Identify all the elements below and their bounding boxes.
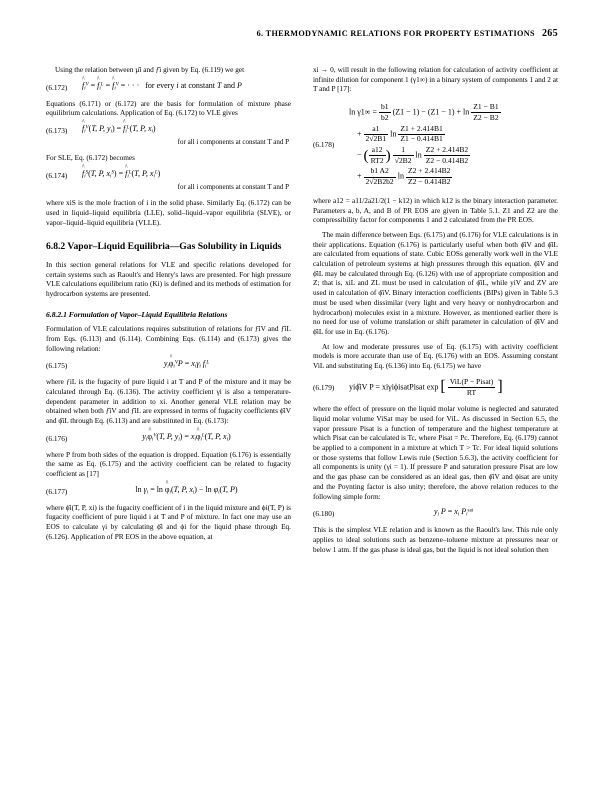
paragraph: This is the simplest VLE relation and is known as the Raoult's law. This rule only applies to ideal solutions such as benzene–toluene mixture at pressures near or below 1 atm. If the gas phase is ideal gas, but the liquid is not ideal solution then [313,525,558,554]
paragraph: Formulation of VLE calculations requires substitution of relations for ƒ̂iV and ƒ̂iL from Eqs. (6.113) and (6.114). Combining Eqs. (6.114) and (6.173) gives the following relation: [46,324,291,353]
equation-line-2: + $\frac{a1}{2√2B1}$ ln $\frac{Z1 + 2.414B1}{Z1 - 0.414B1}$ [349,123,443,144]
paragraph: xi → 0, will result in the following relation for calculation of activity coefficient at infinite dilution for component 1 (γ1∞) in a binary system of components 1 and 2 at T and P [17]: [313,65,558,94]
equation-line-4: + $\frac{b1 A2}{2√2B2b2}$ ln $\frac{Z2 + 2.414B2}{Z2 - 0.414B2}$ [349,166,451,187]
equation-6-175 [46,359,291,371]
subsection-number: 6.8.2.1 [46,309,67,319]
equation-number: (6.176) [46,433,68,443]
equation-number: (6.177) [46,486,68,496]
running-head [46,28,558,39]
fraction-numerator: a12 [369,146,386,156]
equation-6-174 [46,169,291,192]
paragraph: Using the relation between µ̂i and ƒ̂i given by Eq. (6.119) we get [55,65,245,74]
fraction-denominator: Z2 − 0.414B2 [407,177,451,187]
fraction-denominator: Z2 − 0.414B2 [425,155,469,165]
equation-condition: for all i components at constant T and P [177,182,289,191]
equation-condition: for all i components at constant T and P [177,138,289,147]
fraction-denominator: RT2 [370,155,384,165]
equation-6-177 [46,485,291,497]
page-number: 265 [541,28,558,39]
equation-number: (6.172) [46,82,68,92]
equation-number: (6.174) [46,171,68,181]
fraction-denominator: 2√2B1 [365,134,387,144]
section-number: 6.8.2 [46,241,66,253]
fraction-numerator: b1 [379,103,391,113]
subsection-title: Formulation of Vapor–Liquid Equilibria Relations [68,309,228,319]
paragraph: At low and moderate pressures use of Eq. (6.175) with activity coefficient models is more accurate than use of Eq. (6.176) with an EOS. Assuming constant ViL and substituting Eq. (6.136) into Eq. (6.175) we have [313,341,558,371]
paragraph: where the effect of pressure on the liquid molar volume is neglected and saturated liquid molar volume ViSat may be used for ViL. As discussed in Section 6.5, the vapor pressure Pisat is a function of temperature and the highest temperature at which Pisat can be calculated is Tc, where Pisat = Pc. Therefore, Eq. (6.179) cannot be applied to a component in a mixture at which T > Tc. For ideal liquid solutions or those systems that follow Lewis rule (Section 5.6.3), the activity coefficient for all components is unity (γi = 1). If pressure P and saturation pressure Pisat are low and the gas phase can be considered as an ideal gas, then ϕ̂iV and ϕisat are unity and the Poynting factor is also unity; therefore, the above relation reduces to the following simple form: [313,404,558,501]
equation-body: $y_i\^{}$ $\varphi_i^V(T$, P, $y_i$) = $x_i\^{}$ $\varphi_i^L(T$, P, $x_i$) [82,432,291,444]
fraction-numerator: Z1 + 2.414B1 [398,125,444,135]
paragraph: In this section general relations for VLE and specific relations developed for certain systems such as Raoult's and Henry's laws are presented. For high pressure VLE calculations equilibrium ratio (Ki) is defined and its methods of estimation for hydrocarbon systems are presented. [46,259,291,298]
equation-body: ^ $f_i^V$ = ^ $f_i^L$ = ^ $f_i^V$ = · · · for every i at constant T and P [82,81,291,93]
equation-body: ^ $f_i^S(T$, P, $x_i^S$) = ^ $f_i^L(T$, P, $x_i^L$) for all i components at constant T and P [82,169,291,192]
section-heading [46,241,291,253]
right-column [313,65,558,559]
fraction-numerator: b1 A2 [364,167,396,177]
equation-6-173 [46,124,291,147]
equation-number: (6.173) [46,126,68,136]
bracket-right: ] [497,378,503,396]
fraction-numerator: a1 [364,125,389,135]
fraction-numerator: Z1 − B1 [471,103,500,113]
paragraph: where ƒiL is the fugacity of pure liquid i at T and P of the mixture and it may be calculated through Eq. (6.136). The activity coefficient γi is also a temperature-dependent parameter in addition to xi. Another general VLE relation may be obtained when both ƒ̂iV and ƒ̂iL are expressed in terms of fugacity coefficients ϕ̂iV and ϕ̂iL through Eq. (6.113) and are substituted in Eq. (6.173): [46,377,291,426]
paragraph: where xiS is the mole fraction of i in the solid phase. Similarly Eq. (6.172) can be used in liquid–liquid equilibria (LLE), solid–liquid–vapor equilibria (SLVE), or vapor–liquid–liquid equilibria (VLLE). [46,198,291,227]
equation-body: $y_i\^{}$ $\varphi_i^VP = x_i\gamma_i$ $f_i^L$ [82,359,291,371]
equation-body: $\ln \gamma_i = \ln$ ^ $\varphi_i(T$, P, $x_i) - \ln \varphi_i(T$, P) [82,485,291,497]
paragraph: Equations (6.171) or (6.172) are the basis for formulation of mixture phase equilibrium calculations. Application of Eq. (6.172) to VLE gives [46,98,291,118]
equation-6-176 [46,432,291,444]
equation-number: (6.180) [313,509,335,519]
equation-number: (6.178) [313,140,335,150]
equation-number: (6.175) [46,361,68,371]
fraction-denominator: √2B2 [394,155,412,165]
fraction-denominator: RT [466,387,477,397]
fraction-denominator: Z2 − B2 [473,112,499,122]
equation-6-180 [313,507,558,519]
two-column-body [46,65,558,559]
equation-line-1: ln γ1∞ = $\frac{b1}{b2}$ (Z1 − 1) − (Z1 − 1) + ln $\frac{Z1 - B1}{Z2 - B2}$ [349,102,499,122]
equation-number: (6.179) [313,382,335,392]
paragraph: The main difference between Eqs. (6.175) and (6.176) for VLE calculations is in their applications. Equation (6.176) is particularly useful when both ϕ̂iV and ϕ̂iL are calculated from equations of state. Cubic EOSs generally work well in the VLE calculation of petroleum systems at high pressures through this equation. ϕ̂iV and ϕ̂iL may be calculated through Eq. (6.126) with use of appropriate composition and Z; that is, xiL and ZL must be used in calculation of ϕ̂iL, while yiV and ZV are used in calculation of ϕ̂iV. Binary interaction coefficients (BIPs) given in Table 5.3 must be used when dissimilar (very light and very heavy or nonhydrocarbon and hydrocarbon) molecules exist in a mixture. However, as mentioned earlier there is no need for use of volume translation or shift parameter in calculation of ϕ̂iV and ϕ̂iL for use in Eq. (6.176). [313,229,558,336]
equation-body: $y_i$ $P = x_i$ $P_i^{sat}$ [433,507,474,518]
equation-body: ^ $f_i^V(T$, P, $y_i$) = ^ $f_i^L(T$, P, $x_i$) for all i components at constant T and P [82,124,291,147]
fraction-denominator: 2√2B2b2 [365,177,394,187]
running-title: 6. THERMODYNAMIC RELATIONS FOR PROPERTY ESTIMATIONS [256,29,535,38]
paragraph: where P from both sides of the equation is dropped. Equation (6.176) is essentially the same as Eq. (6.175) and the activity coefficient can be related to fugacity coefficient as [17] [46,449,291,479]
equation-6-178 [313,101,558,189]
fraction-numerator: ViL(P − Pisat) [448,378,496,388]
equation-body [349,378,558,397]
equation-line-3: − ( $\frac{a12}{RT2}$ ) $\frac{1}{√2B2}$ ln $\frac{Z2 + 2.414B2}{Z2 - 0.414B2}$ [349,144,469,165]
paragraph: where a12 = a11/2a21/2(1 − k12) in which k12 is the binary interaction parameter. Parameters a, b, A, and B of PR EOS are given in Table 5.1. Z1 and Z2 are the compressibility factor for components 1 and 2 calculated from the PR EOS. [313,195,558,225]
equation-6-172 [46,81,291,93]
equation-body [349,101,558,189]
paragraph: where ϕ̂i(T, P, xi) is the fugacity coefficient of i in the liquid mixture and ϕi(T, P) is fugacity coefficient of pure liquid i at T and P of mixture. In fact one may use an EOS to calculate γi by calculating ϕ̂i and ϕi for the liquid phase through Eq. (6.126). Application of PR EOS in the above equation, at [46,502,291,541]
subsection-heading [46,310,291,319]
fraction-denominator: b2 [380,112,389,122]
fraction-numerator: 1 [393,146,414,156]
section-title: Vapor–Liquid Equilibria—Gas Solubility in Liquids [67,241,282,253]
equation-6-179 [313,378,558,397]
fraction-numerator: Z2 + 2.414B2 [406,167,452,177]
equation-lhs: yiϕ̂iV P = xiγiϕisatPisat exp [349,382,439,392]
fraction-denominator: Z1 − 0.414B1 [400,134,443,144]
left-column [46,65,291,547]
bracket-left: [ [440,378,446,396]
fraction-numerator: Z2 + 2.414B2 [424,146,470,156]
paragraph: For SLE, Eq. (6.172) becomes [46,153,135,163]
